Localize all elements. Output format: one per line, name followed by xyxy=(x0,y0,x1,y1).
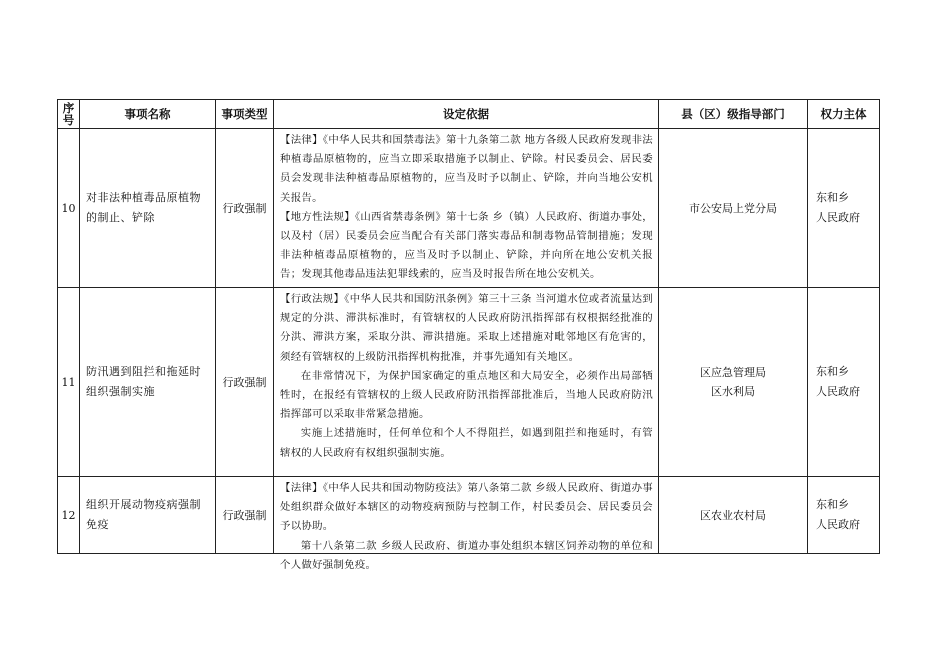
row-subject xyxy=(808,129,880,288)
header-name: 事项名称 xyxy=(80,100,216,129)
row-type: 行政强制 xyxy=(216,477,274,554)
basis-clip xyxy=(280,479,653,571)
table-row xyxy=(58,129,880,288)
row-basis xyxy=(274,129,659,288)
header-type: 事项类型 xyxy=(216,100,274,129)
header-seq: 序号 xyxy=(58,100,80,129)
subject-line: 人民政府 xyxy=(816,385,860,398)
row-basis xyxy=(274,477,659,571)
basis-paragraph: 【地方性法规】《山西省禁毒条例》第十七条 乡（镇）人民政府、街道办事处，以及村（居）民委员会应当配合有关部门落实毒品和制毒物品管制措施；发现非法种植毒品原植物的，应当及时予以制止、铲除，并向所在地公安机关报告；发现其他毒品违法犯罪线索的，应当及时报告所在地公安机关。 xyxy=(280,210,653,281)
subject-line: 东和乡 xyxy=(816,498,849,511)
row-type: 行政强制 xyxy=(216,129,274,288)
dept-line: 区农业农村局 xyxy=(700,508,766,522)
subject-line: 人民政府 xyxy=(816,211,860,224)
header-subject: 权力主体 xyxy=(808,100,880,129)
header-row xyxy=(58,100,880,129)
header-basis: 设定依据 xyxy=(274,100,659,129)
basis-paragraph: 【法律】《中华人民共和国禁毒法》第十九条第二款 地方各级人民政府发现非法种植毒品原植物的，应当立即采取措施予以制止、铲除。村民委员会、居民委员会发现非法种植毒品原植物的，应当及时予以制止、铲除，并向当地公安机关报告。 xyxy=(280,134,653,204)
row-name: 防汛遇到阻拦和拖延时组织强制实施 xyxy=(80,288,216,477)
table-row xyxy=(58,288,880,477)
subject-line: 东和乡 xyxy=(816,365,849,378)
row-seq: 12 xyxy=(58,477,80,554)
row-name: 组织开展动物疫病强制免疫 xyxy=(80,477,216,554)
subject-line: 人民政府 xyxy=(816,518,860,531)
dept-line: 区应急管理局 xyxy=(700,366,766,379)
items-table xyxy=(57,99,880,571)
row-subject xyxy=(808,288,880,477)
row-subject xyxy=(808,477,880,554)
dept-line: 市公安局上党分局 xyxy=(689,201,777,215)
basis-paragraph: 实施上述措施时，任何单位和个人不得阻拦，如遇到阻拦和拖延时，有管辖权的人民政府有权组织强制实施。 xyxy=(280,427,653,459)
basis-paragraph: 【法律】《中华人民共和国动物防疫法》第八条第二款 乡级人民政府、街道办事处组织群众做好本辖区的动物疫病预防与控制工作，村民委员会、居民委员会予以协助。 xyxy=(280,482,653,533)
row-seq: 11 xyxy=(58,288,80,477)
table-row xyxy=(58,477,880,554)
basis-paragraph: 在非常情况下，为保护国家确定的重点地区和大局安全，必须作出局部牺牲时，在报经有管辖权的上级人民政府防汛指挥部批准后，当地人民政府防汛指挥部可以采取非常紧急措施。 xyxy=(280,369,653,421)
row-dept xyxy=(659,477,808,554)
basis-paragraph: 【行政法规】《中华人民共和国防汛条例》第三十三条 当河道水位或者流量达到规定的分洪、滞洪标准时，有管辖权的人民政府防汛指挥部有权根据经批准的分洪、滞洪方案，采取分洪、滞洪措施。采取上述措施对毗邻地区有危害的，须经有管辖权的上级防汛指挥机构批准，并事先通知有关地区。 xyxy=(280,293,653,363)
basis-paragraph: 第十八条第二款 乡级人民政府、街道办事处组织本辖区饲养动物的单位和个人做好强制免疫。 xyxy=(280,539,653,571)
row-seq: 10 xyxy=(58,129,80,288)
dept-line: 区水利局 xyxy=(711,385,755,398)
row-dept xyxy=(659,129,808,288)
row-name: 对非法种植毒品原植物的制止、铲除 xyxy=(80,129,216,288)
subject-line: 东和乡 xyxy=(816,191,849,204)
row-dept xyxy=(659,288,808,477)
header-dept: 县（区）级指导部门 xyxy=(659,100,808,129)
row-type: 行政强制 xyxy=(216,288,274,477)
row-basis xyxy=(274,288,659,477)
